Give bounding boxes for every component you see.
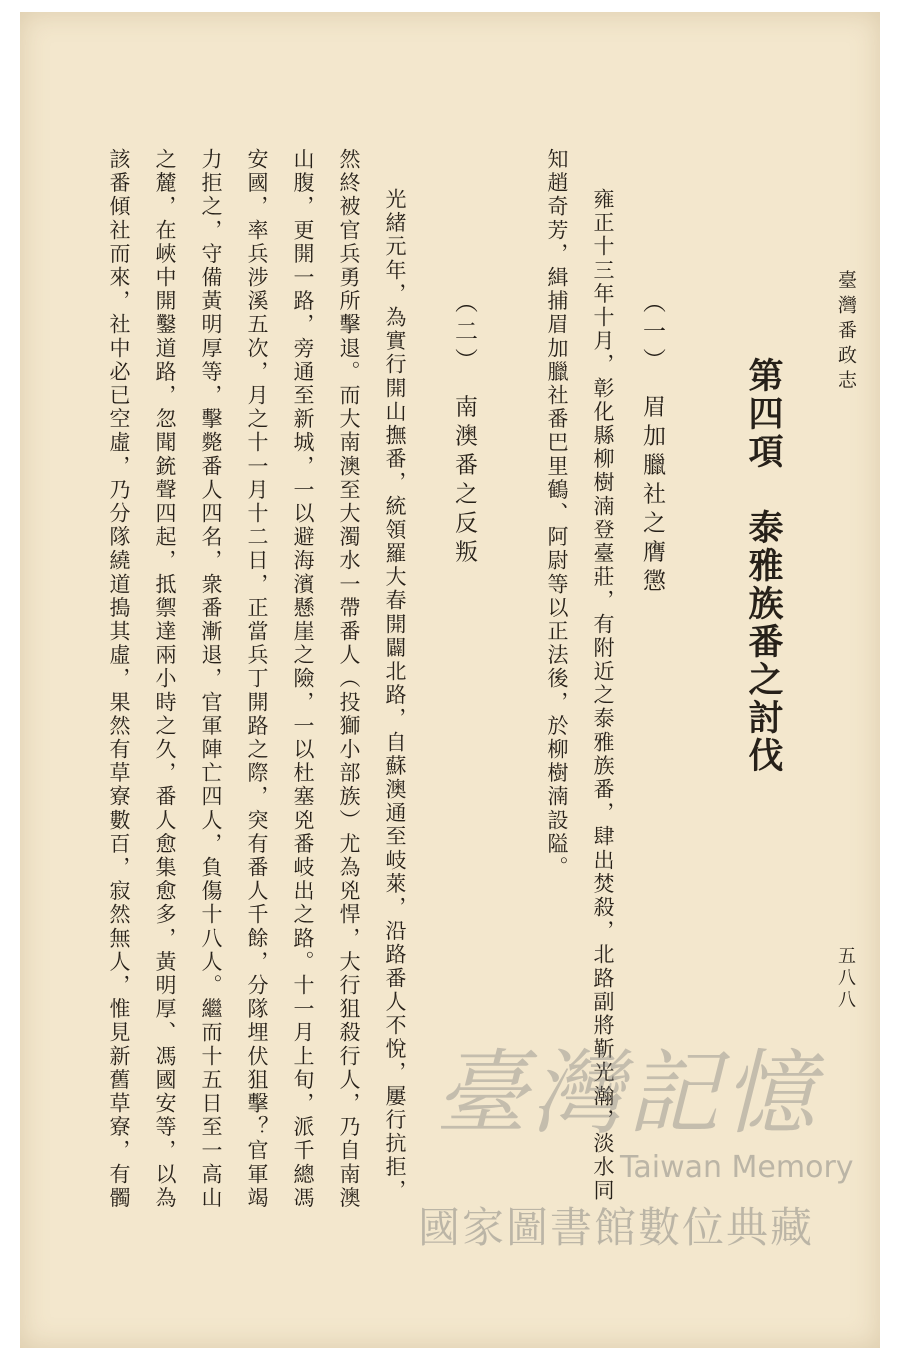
subsection-2-line-4: 安國，率兵涉溪五次，月之十一月十二日，正當兵丁開路之際，突有番人千餘，分隊埋伏狙擊？官軍竭: [245, 148, 269, 1210]
subsection-2-heading: （二） 南澳番之反叛: [451, 290, 477, 569]
subsection-2-line-6: 之麓，在峽中開鑿道路，忽聞銃聲四起，抵禦達兩小時之久，番人愈集愈多，黃明厚、馮國安等，以為: [153, 148, 177, 1210]
watermark-english: Taiwan Memory: [620, 1150, 854, 1185]
running-head: 臺灣番政志: [835, 270, 857, 395]
section-heading: 第四項 泰雅族番之討伐: [743, 357, 784, 775]
subsection-2-line-7: 該番傾社而來，社中必已空虛，乃分隊繞道搗其虛，果然有草寮數百，寂然無人，惟見新舊草寮，有髑: [107, 148, 131, 1210]
watermark-logo: 臺灣記憶: [435, 1040, 820, 1147]
document-page: [20, 12, 880, 1348]
page-number: 五八八: [835, 946, 856, 1012]
subsection-2-line-2: 然終被官兵勇所擊退。而大南澳至大濁水一帶番人（投獅小部族）尤為兇悍，大行狙殺行人，乃自南澳: [337, 148, 361, 1210]
subsection-1-line-2: 知趙奇芳，緝捕眉加臘社番巴里鶴、阿尉等以正法後，於柳樹湳設隘。: [545, 148, 569, 880]
watermark-institution: 國家圖書館數位典藏: [418, 1203, 815, 1252]
subsection-1-heading: （一） 眉加臘社之膺懲: [639, 290, 665, 598]
subsection-1-line-1: 雍正十三年十月，彰化縣柳樹湳登臺莊，有附近之泰雅族番，肆出焚殺，北路副將靳光瀚，淡水同: [591, 188, 615, 1203]
subsection-2-line-1: 光緒元年，為實行開山撫番，統領羅大春開闢北路，自蘇澳通至岐萊，沿路番人不悅，屢行抗拒，: [383, 188, 407, 1203]
subsection-2-line-3: 山腹，更開一路，旁通至新城，一以避海濱懸崖之險，一以杜塞兇番岐出之路。十一月上旬，派千總馮: [291, 148, 315, 1210]
subsection-2-line-5: 力拒之，守備黃明厚等，擊斃番人四名，衆番漸退，官軍陣亡四人，負傷十八人。繼而十五日至一高山: [199, 148, 223, 1210]
